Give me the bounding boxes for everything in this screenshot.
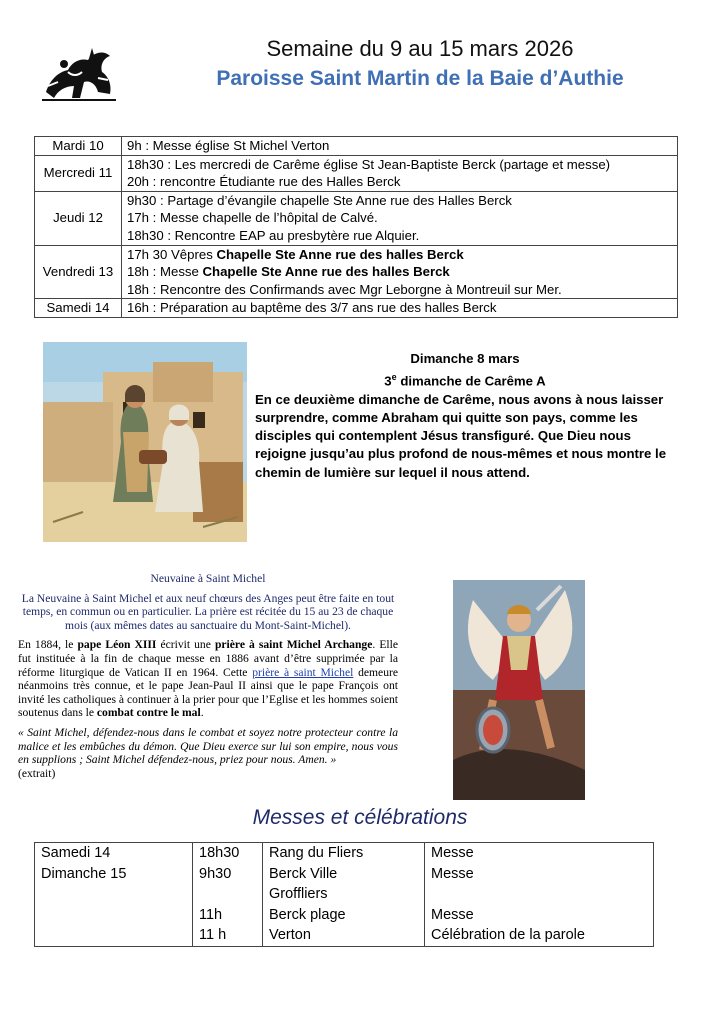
sunday-date: Dimanche 8 mars: [410, 351, 520, 366]
neuvaine-history: En 1884, le pape Léon XIII écrivit une prière à saint Michel Archange. Elle fut instituée à la fin de chaque messe en 1886 avant d’être supprimée par la réforme liturgique de Vatican II en 1964. Cette prière à saint Michel demeure néanmoins très connue, et le pape Jean-Paul II ainsi que le pape François ont invité les catholiques à continuer à la prier pour que l’Eglise et les hommes soient soutenus dans le combat contre le mal.: [18, 638, 398, 720]
schedule-events: [122, 245, 678, 299]
schedule-event: 18h : Rencontre des Confirmands avec Mgr Leborgne à Montreuil sur Mer.: [127, 281, 562, 297]
masses-cell: Berck plage: [269, 906, 346, 923]
prayer-link[interactable]: prière à saint Michel: [252, 665, 354, 679]
masses-cell: 18h30: [199, 845, 240, 861]
masses-cell: Berck Ville: [269, 865, 338, 882]
masses-cell: Messe: [431, 906, 474, 923]
schedule-event: 17h 30 Vêpres Chapelle Ste Anne rue des halles Berck: [127, 246, 464, 262]
schedule-event: 18h : Messe Chapelle Ste Anne rue des halles Berck: [127, 264, 450, 280]
schedule-events: [122, 155, 678, 191]
sunday-text: En ce deuxième dimanche de Carême, nous avons à nous laisser surprendre, comme Abraham qui quitte son pays, comme les disciples qui contemplent Jésus transfiguré. Que Dieu nous rejoigne jusqu’au plus profond de nous-mêmes et nous montre le chemin de lumière sur lequel il nous attend.: [255, 391, 667, 480]
sunday-liturgy: 3e dimanche de Carême A: [384, 372, 546, 389]
quote-source: (extrait): [18, 766, 56, 780]
masses-cell: 11 h: [199, 927, 227, 943]
masses-cell: Dimanche 15: [41, 865, 127, 882]
masses-cell: Messe: [431, 845, 474, 861]
schedule-day: Jeudi 12: [35, 191, 122, 245]
masses-cell: Verton: [269, 927, 311, 943]
schedule-event: 20h : rencontre Étudiante rue des Halles Berck: [127, 174, 401, 190]
masses-cell: [199, 884, 256, 905]
schedule-events: [122, 137, 678, 156]
parish-logo: [38, 42, 120, 106]
masses-title: Messes et célébrations: [252, 806, 468, 829]
masses-cell: 11h: [199, 906, 223, 923]
neuvaine-title: Neuvaine à Saint Michel: [150, 572, 266, 585]
masses-cell: Célébration de la parole: [431, 927, 585, 943]
sunday-reflection: [255, 350, 675, 482]
prayer-quote: « Saint Michel, défendez-nous dans le combat et soyez notre protecteur contre la malice et les embûches du démon. Que Dieu exerce sur lui son empire, nous vous en supplions ; Saint Michel défendez-nous, priez pour nous. Amen. » (extrait): [18, 725, 398, 780]
schedule-event: 17h : Messe chapelle de l’hôpital de Calvé.: [127, 210, 378, 226]
schedule-row: [35, 299, 678, 318]
masses-cell: Rang du Fliers: [269, 845, 364, 861]
masses-cell: Samedi 14: [41, 845, 111, 861]
schedule-event: 18h30 : Les mercredi de Carême église St Jean-Baptiste Berck (partage et messe): [127, 156, 611, 172]
schedule-events: [122, 299, 678, 318]
schedule-row: [35, 191, 678, 245]
masses-times: [193, 843, 263, 947]
masses-cell: [431, 884, 647, 905]
schedule-day: Mardi 10: [35, 137, 122, 156]
schedule-row: [35, 245, 678, 299]
schedule-row: [35, 155, 678, 191]
masses-row: [35, 843, 654, 947]
masses-cell: [41, 884, 186, 905]
masses-cell: [41, 925, 186, 946]
page-title: Semaine du 9 au 15 mars 2026: [266, 36, 574, 61]
schedule-day: Vendredi 13: [35, 245, 122, 299]
schedule-events: [122, 191, 678, 245]
schedule-event: 18h30 : Rencontre EAP au presbytère rue Alquier.: [127, 227, 420, 243]
weekly-schedule-table: [34, 136, 678, 318]
schedule-event: 9h : Messe église St Michel Verton: [127, 138, 330, 153]
schedule-day: Samedi 14: [35, 299, 122, 318]
masses-places: [263, 843, 425, 947]
masses-types: [425, 843, 654, 947]
parish-name: Paroisse Saint Martin de la Baie d’Authie: [216, 67, 624, 90]
saint-michel-illustration: [453, 580, 585, 800]
masses-cell: 9h30: [199, 865, 232, 882]
masses-cell: [41, 905, 186, 926]
masses-cell: Groffliers: [269, 886, 328, 902]
masses-table: [34, 842, 654, 947]
schedule-event: 16h : Préparation au baptême des 3/7 ans rue des halles Berck: [127, 300, 497, 316]
masses-days: [35, 843, 193, 947]
schedule-event: 9h30 : Partage d’évangile chapelle Ste Anne rue des Halles Berck: [127, 192, 512, 208]
neuvaine-section: [18, 572, 398, 780]
schedule-row: [35, 137, 678, 156]
gospel-illustration: [43, 342, 247, 542]
neuvaine-intro: La Neuvaine à Saint Michel et aux neuf chœurs des Anges peut être faite en tout temps, en commun ou en particulier. La prière est récitée du 15 au 23 de chaque mois (aux mêmes dates au sanctuaire du Mont-Saint-Michel).: [21, 591, 395, 632]
masses-cell: Messe: [431, 865, 474, 882]
schedule-day: Mercredi 11: [35, 155, 122, 191]
